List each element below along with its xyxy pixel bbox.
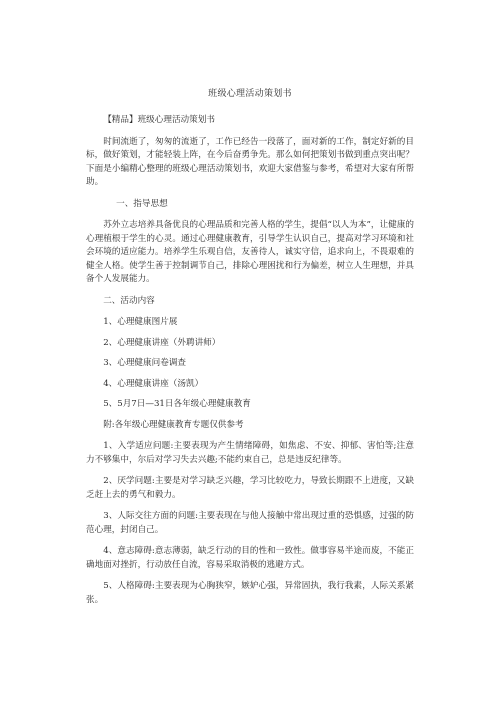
topic-paragraph: 2、厌学问题:主要是对学习缺乏兴趣，学习比较吃力，导致长期跟不上进度，又缺乏赶上去的勇气和毅力。 — [86, 476, 414, 500]
topic-paragraph: 4、意志障碍:意志薄弱，缺乏行动的目的性和一致性。做事容易半途而废，不能正确地面对挫折，行动放任自流，容易采取消极的逃避方式。 — [86, 546, 414, 570]
document-title: 班级心理活动策划书 — [208, 89, 292, 99]
section-heading-guiding-idea: 一、指导思想 — [116, 198, 168, 209]
activity-item: 1、心理健康图片展 — [103, 317, 178, 327]
activity-item: 5、5月7日—31日各年级心理健康教育 — [103, 399, 251, 409]
intro-paragraph: 时间流逝了，匆匆的流逝了，工作已经告一段落了，面对新的工作，制定好新的目标，做好策划，才能轻装上阵，在今后奋勇争先。那么如何把策划书做到重点突出呢？下面是小编精心整理的班级心理活动策划书，欢迎大家借鉴与参考，希望对大家有所帮助。 — [86, 136, 414, 187]
activity-item: 3、心理健康问卷调查 — [103, 358, 186, 368]
activity-item: 2、心理健康讲座（外聘讲师） — [103, 337, 221, 348]
topic-paragraph: 5、人格障碍:主要表现为心胸狭窄，嫉妒心强，异常固执，我行我素，人际关系紧张。 — [86, 581, 414, 605]
topic-paragraph: 1、入学适应问题:主要表现为产生情绪障碍，如焦虑、不安、抑郁、害怕等;注意力不够集中，尔后对学习失去兴趣;不能约束自己，总是违反纪律等。 — [86, 441, 414, 465]
activity-item: 4、心理健康讲座（汤凯） — [103, 378, 204, 389]
section-heading-activities: 二、活动内容 — [103, 295, 155, 306]
appendix-note: 附:各年级心理健康教育专题仅供参考 — [103, 419, 244, 430]
topic-paragraph: 3、人际交往方面的问题:主要表现在与他人接触中常出现过重的恐惧感，过强的防范心理，封闭自己。 — [86, 511, 414, 535]
document-subtitle: 【精品】班级心理活动策划书 — [103, 115, 215, 125]
guiding-idea-paragraph: 苏外立志培养具备优良的心理品质和完善人格的学生，提倡“以人为本”，让健康的心理植根于学生的心灵。通过心理健康教育，引导学生认识自己，提高对学习环境和社会环境的适应能力。培养学生乐观自信，友善待人，诚实守信，追求向上，不畏艰难的健全人格。使学生善于控制调节自己，排除心理困扰和行为偏差，树立人生理想，并具备个人发展能力。 — [86, 220, 414, 284]
